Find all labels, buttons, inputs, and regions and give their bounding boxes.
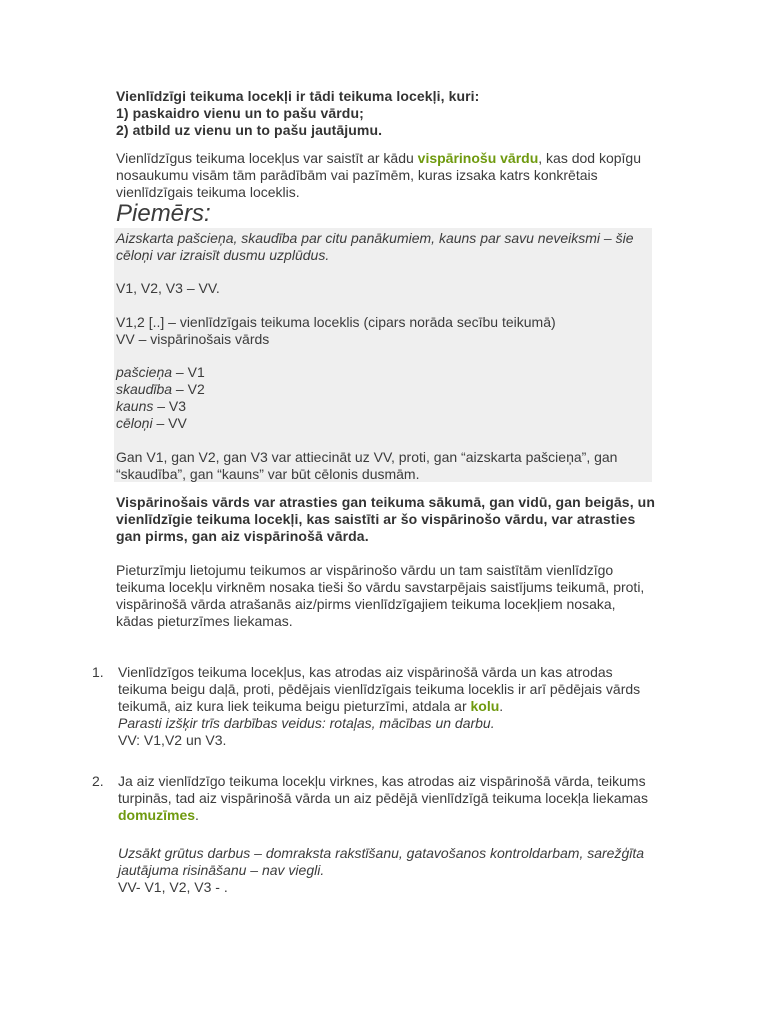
position-rule: Vispārinošais vārds var atrasties gan teikuma sākumā, gan vidū, gan beigās, un vienlīdzīgie teikuma locekļi, kas saistīti ar šo vispārinošo vārdu, var atrasties gan pirms, gan aiz vispārinošā vārda. [116, 494, 655, 544]
list-item-text-before: Ja aiz vienlīdzīgo teikuma locekļu virknes, kas atrodas aiz vispārinošā vārda, teikums turpinās, tad aiz vispārinošā vārda un aiz pēdējā vienlīdzīgā teikuma locekļa liekamas [118, 773, 648, 806]
example-item-word: cēloņi [116, 415, 153, 431]
list-item-formula: VV: V1,V2 un V3. [118, 732, 227, 748]
example-legend-2: VV – vispārinošais vārds [116, 331, 270, 347]
colon-link[interactable]: kolu [470, 698, 500, 714]
list-item-colon-rule [118, 664, 658, 749]
para1-text-after: , kas dod kopīgu nosaukumu visām tām parādībām vai pazīmēm, kuras izsaka katrs konkrētais vienlīdzīgais teikuma loceklis. [116, 150, 642, 200]
intro-definition [116, 88, 656, 139]
list-item-example: Parasti izšķir trīs darbības veidus: rotaļas, mācības un darbu. [118, 715, 495, 731]
intro-line-3: 2) atbild uz vienu un to pašu jautājumu. [116, 122, 383, 138]
example-legend-1: V1,2 [..] – vienlīdzīgais teikuma loceklis (cipars norāda secību teikumā) [116, 314, 556, 330]
list-item-example: Uzsākt grūtus darbus – domraksta rakstīšanu, gatavošanos kontroldarbam, sarežģīta jautājuma risināšanu – nav viegli. [118, 845, 645, 878]
example-item-code: – VV [152, 415, 187, 431]
generalizing-word-link[interactable]: vispārinošu vārdu [417, 150, 539, 166]
example-item-code: – V1 [172, 364, 205, 380]
list-item-dash-rule [118, 773, 658, 824]
list-item-dash-example [118, 845, 658, 896]
list-number: 1. [92, 664, 104, 680]
list-number: 2. [92, 773, 104, 789]
example-item-word: skaudība [116, 381, 173, 397]
example-item [116, 381, 656, 398]
example-item-code: – V2 [172, 381, 205, 397]
punctuation-paragraph: Pieturzīmju lietojumu teikumos ar vispārinošo vārdu un tam saistītām vienlīdzīgo teikuma locekļu virknēm nosaka tieši šo vārdu savstarpējais saistījums teikumā, proti, vispārinošā vārda atrašanās aiz/pirms vienlīdzīgajiem teikuma locekļiem nosaka, kādas pieturzīmes liekamas. [116, 562, 645, 629]
dash-link[interactable]: domuzīmes [118, 807, 196, 823]
list-item-text-after: . [195, 807, 199, 823]
example-item [116, 398, 656, 415]
example-box [114, 228, 652, 482]
intro-line-1: Vienlīdzīgi teikuma locekļi ir tādi teikuma locekļi, kuri: [116, 88, 480, 104]
para1-text-before: Vienlīdzīgus teikuma locekļus var saistīt ar kādu [116, 150, 418, 166]
example-sentence: Aizskarta pašcieņa, skaudība par citu panākumiem, kauns par savu neveiksmi – šie cēloņi var izraisīt dusmu uzplūdus. [116, 230, 634, 263]
list-item-text-after: . [499, 698, 504, 714]
intro-line-2: 1) paskaidro vienu un to pašu vārdu; [116, 105, 364, 121]
example-conclusion: Gan V1, gan V2, gan V3 var attiecināt uz VV, proti, gan “aizskarta pašcieņa”, gan “skaudība”, gan “kauns” var būt cēlonis dusmām. [116, 449, 618, 482]
generalizing-word-paragraph [116, 150, 656, 201]
example-item-word: kauns [116, 398, 154, 414]
example-item-code: – V3 [153, 398, 187, 414]
example-item [116, 415, 656, 432]
list-item-text-before: Vienlīdzīgos teikuma locekļus, kas atrodas aiz vispārinošā vārda un kas atrodas teikuma beigu daļā, proti, pēdējais vienlīdzīgais teikuma loceklis ir arī pēdējais vārds teikumā, aiz kura liek teikuma beigu pieturzīmi, atdala ar [118, 664, 641, 714]
example-formula: V1, V2, V3 – VV. [116, 280, 220, 296]
example-heading: Piemērs: [116, 200, 211, 227]
example-item [116, 364, 656, 381]
list-item-formula: VV- V1, V2, V3 - . [118, 879, 228, 895]
example-item-word: pašcieņa [116, 364, 173, 380]
